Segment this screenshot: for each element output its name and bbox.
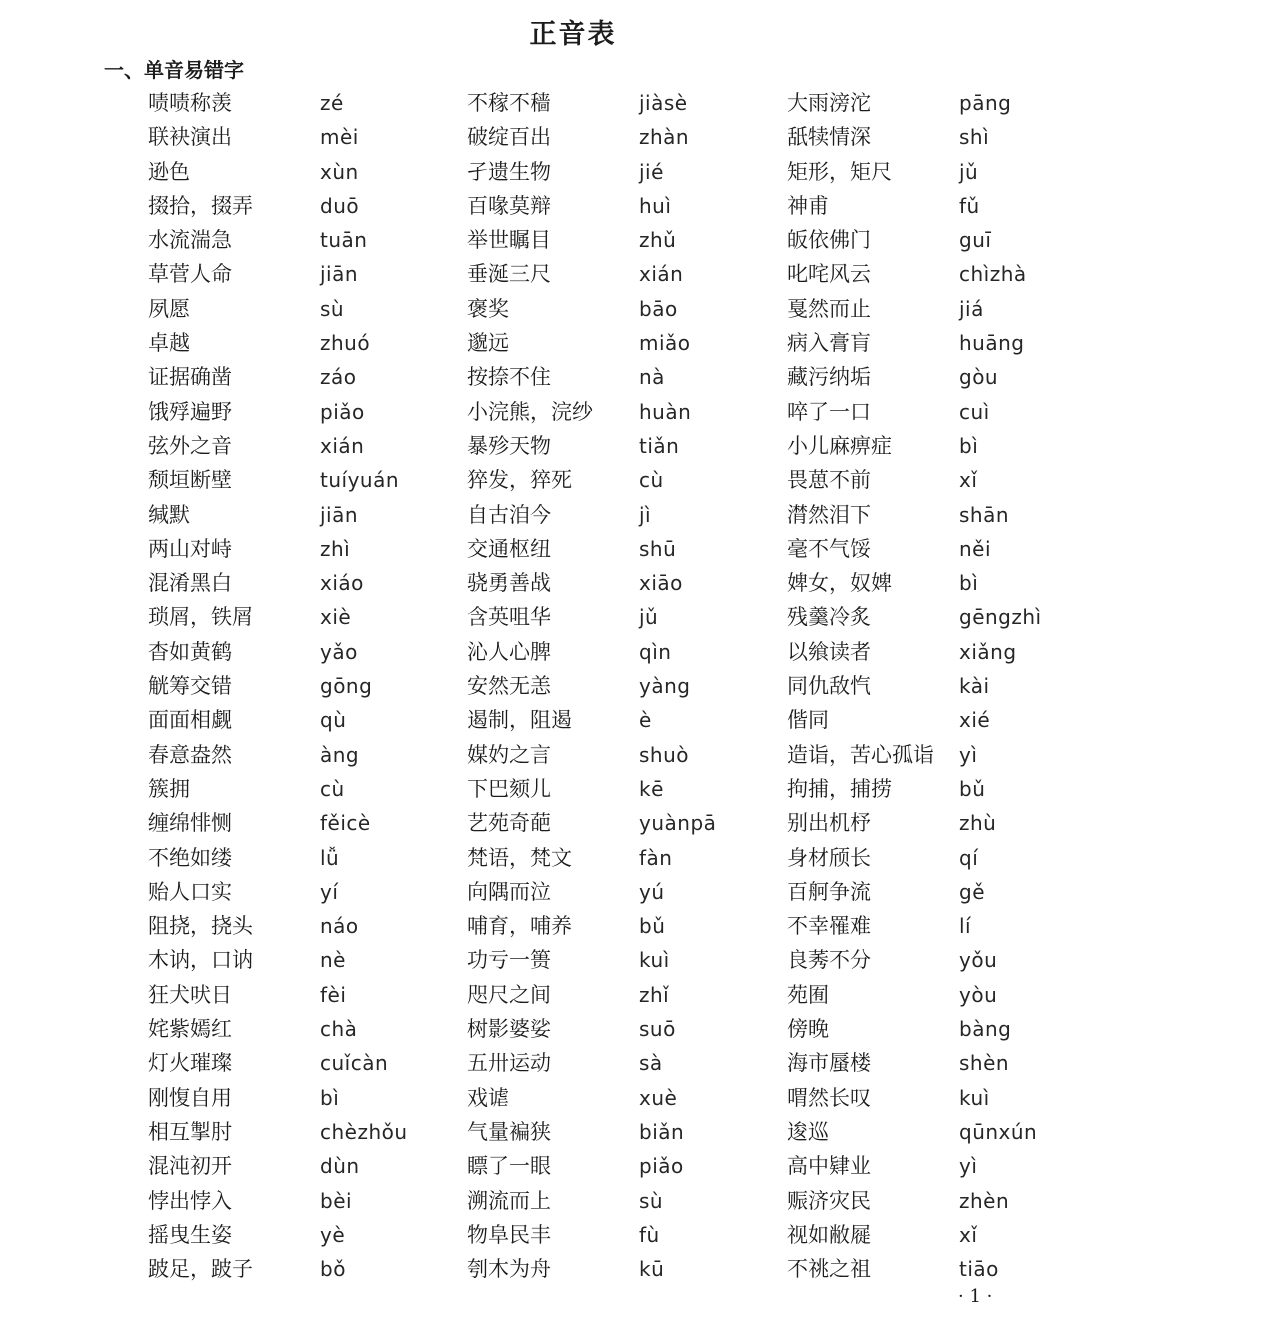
entry-pinyin: guī — [959, 228, 992, 253]
entry-pinyin: xùn — [320, 159, 359, 184]
entry-pinyin: piǎo — [639, 1154, 684, 1179]
entry-term: 琐屑，铁屑 — [148, 605, 253, 630]
entry-term: 拘捕，捕捞 — [787, 776, 892, 801]
entry-pinyin: jǔ — [639, 605, 659, 630]
entry-term: 不稼不穑 — [467, 91, 551, 115]
entry-pinyin: kài — [959, 674, 990, 699]
entry-pinyin: fàn — [639, 845, 673, 870]
entry-term: 身材颀长 — [787, 845, 871, 870]
entry-pinyin: àng — [320, 742, 360, 767]
entry-pinyin: yú — [639, 879, 665, 904]
entry-pinyin: qìn — [639, 639, 672, 664]
entry-pinyin: è — [639, 708, 652, 733]
entry-pinyin: tiāo — [959, 1257, 999, 1282]
entry-term: 潸然泪下 — [787, 502, 871, 527]
entry-pinyin: gě — [959, 879, 985, 904]
entry-pinyin: zhì — [320, 536, 351, 561]
entry-term: 百喙莫辩 — [467, 193, 551, 218]
entry-pinyin: pāng — [959, 91, 1012, 115]
entry-pinyin: zhèn — [959, 1188, 1010, 1213]
entry-pinyin: lǚ — [320, 845, 340, 870]
entry-term: 证据确凿 — [148, 365, 232, 390]
entry-pinyin: chìzhà — [959, 262, 1027, 287]
entry-term: 掇拾，掇弄 — [148, 193, 253, 218]
entry-term: 杳如黄鹤 — [148, 639, 232, 664]
entry-term: 藏污纳垢 — [787, 365, 871, 390]
entry-term: 功亏一篑 — [467, 948, 551, 973]
entry-term: 灯火璀璨 — [148, 1051, 232, 1076]
entry-pinyin: yí — [320, 879, 339, 904]
entry-pinyin: kuì — [959, 1085, 990, 1110]
entry-term: 五卅运动 — [467, 1051, 551, 1076]
entry-pinyin: lí — [959, 914, 972, 939]
entry-term: 病入膏肓 — [787, 331, 871, 356]
entry-term: 喟然长叹 — [787, 1085, 871, 1110]
entry-term: 不祧之祖 — [787, 1257, 871, 1282]
entry-pinyin: cuì — [959, 399, 990, 424]
entry-term: 不幸罹难 — [787, 914, 871, 939]
entry-term: 暴殄天物 — [467, 433, 551, 458]
entry-pinyin: nè — [320, 948, 346, 973]
entry-term: 刚愎自用 — [148, 1085, 232, 1110]
entry-term: 含英咀华 — [467, 605, 551, 630]
entry-pinyin: xǐ — [959, 1222, 978, 1247]
entry-pinyin: záo — [320, 365, 357, 390]
entry-term: 自古洎今 — [467, 502, 551, 527]
entry-pinyin: bǔ — [959, 776, 986, 801]
entry-term: 颓垣断壁 — [148, 468, 232, 493]
entry-pinyin: shuò — [639, 742, 690, 767]
entry-term: 两山对峙 — [148, 536, 232, 561]
entry-pinyin: sù — [320, 296, 345, 321]
entry-term: 傍晚 — [787, 1017, 829, 1042]
entry-term: 大雨滂沱 — [787, 91, 871, 115]
entry-term: 小儿麻痹症 — [787, 433, 892, 458]
entry-pinyin: jiān — [320, 262, 359, 287]
section-heading: 一、单音易错字 — [104, 58, 244, 82]
entry-pinyin: sù — [639, 1188, 664, 1213]
entry-term: 瞟了一眼 — [467, 1154, 551, 1179]
entry-pinyin: miǎo — [639, 331, 691, 356]
entry-term: 百舸争流 — [787, 879, 871, 904]
entry-term: 猝发，猝死 — [467, 468, 572, 493]
entry-term: 舐犊情深 — [787, 125, 871, 150]
entry-pinyin: mèi — [320, 125, 359, 150]
entry-term: 造诣，苦心孤诣 — [787, 742, 934, 767]
entry-term: 赈济灾民 — [787, 1188, 871, 1213]
entry-pinyin: bì — [320, 1085, 340, 1110]
entry-pinyin: fǔ — [959, 193, 980, 218]
entry-term: 偕同 — [787, 708, 829, 733]
entry-term: 良莠不分 — [787, 948, 871, 973]
entry-pinyin: huì — [639, 193, 672, 218]
entry-pinyin: gòu — [959, 365, 999, 390]
entry-pinyin: cù — [639, 468, 664, 493]
entry-term: 邈远 — [467, 331, 509, 356]
entry-pinyin: yì — [959, 742, 978, 767]
entry-pinyin: xián — [639, 262, 684, 287]
entry-pinyin: něi — [959, 536, 992, 561]
entry-pinyin: yàng — [639, 674, 691, 699]
entry-term: 咫尺之间 — [467, 982, 551, 1007]
entry-term: 矩形，矩尺 — [787, 159, 892, 184]
entry-pinyin: bǒ — [320, 1257, 346, 1282]
entry-term: 梵语，梵文 — [467, 845, 572, 870]
entry-pinyin: yǒu — [959, 948, 998, 973]
entry-term: 骁勇善战 — [467, 571, 551, 596]
entry-pinyin: qí — [959, 845, 979, 870]
entry-pinyin: chà — [320, 1017, 358, 1042]
entry-pinyin: sà — [639, 1051, 663, 1076]
entry-pinyin: xiè — [320, 605, 352, 630]
entry-pinyin: xiāo — [639, 571, 683, 596]
entry-pinyin: biǎn — [639, 1119, 685, 1144]
entry-pinyin: xiǎng — [959, 639, 1017, 664]
entry-pinyin: xuè — [639, 1085, 678, 1110]
entry-pinyin: fěicè — [320, 811, 371, 836]
entry-term: 残羹冷炙 — [787, 605, 871, 630]
entry-term: 饿殍遍野 — [148, 399, 232, 424]
entry-term: 逊色 — [148, 159, 190, 184]
entry-term: 交通枢纽 — [467, 536, 551, 561]
entry-term: 刳木为舟 — [467, 1257, 551, 1282]
entry-pinyin: nà — [639, 365, 665, 390]
entry-term: 混淆黑白 — [148, 571, 232, 596]
entry-pinyin: jiān — [320, 502, 359, 527]
entry-term: 戏谑 — [467, 1085, 509, 1110]
entry-term: 春意盎然 — [148, 742, 232, 767]
entry-term: 以飨读者 — [787, 639, 871, 664]
entry-term: 下巴颏儿 — [467, 776, 551, 801]
entry-term: 神甫 — [787, 193, 829, 218]
entry-term: 苑囿 — [787, 982, 829, 1007]
entry-term: 觥筹交错 — [148, 674, 232, 699]
entry-pinyin: zhù — [959, 811, 997, 836]
entry-pinyin: yòu — [959, 982, 998, 1007]
entry-term: 缠绵悱恻 — [148, 811, 232, 836]
entry-term: 高中肄业 — [787, 1154, 871, 1179]
entry-term: 向隅而泣 — [467, 879, 551, 904]
entry-pinyin: kuì — [639, 948, 670, 973]
entry-term: 遏制，阻遏 — [467, 708, 572, 733]
entry-pinyin: bǔ — [639, 914, 666, 939]
entry-term: 不绝如缕 — [148, 845, 232, 870]
entry-pinyin: bāo — [639, 296, 678, 321]
entry-pinyin: dùn — [320, 1154, 360, 1179]
entry-pinyin: jié — [639, 159, 664, 184]
entry-term: 卓越 — [148, 331, 190, 356]
entry-term: 相互掣肘 — [148, 1119, 232, 1144]
entry-term: 啧啧称羡 — [148, 91, 232, 115]
entry-pinyin: zhàn — [639, 125, 690, 150]
entry-pinyin: xiáo — [320, 571, 364, 596]
entry-pinyin: bì — [959, 433, 979, 458]
entry-term: 小浣熊，浣纱 — [467, 399, 593, 424]
entry-term: 海市蜃楼 — [787, 1051, 871, 1076]
entry-term: 气量褊狭 — [467, 1119, 551, 1144]
page-title: 正音表 — [529, 19, 617, 50]
entry-term: 缄默 — [148, 502, 190, 527]
entry-pinyin: zhuó — [320, 331, 371, 356]
entry-pinyin: jiàsè — [639, 91, 688, 115]
entry-pinyin: tuíyuán — [320, 468, 400, 493]
entry-pinyin: náo — [320, 914, 359, 939]
entry-term: 摇曳生姿 — [148, 1222, 232, 1247]
entry-term: 同仇敌忾 — [787, 674, 871, 699]
entry-pinyin: suō — [639, 1017, 676, 1042]
entry-term: 悖出悖入 — [148, 1188, 232, 1213]
entry-pinyin: yè — [320, 1222, 346, 1247]
entry-pinyin: chèzhǒu — [320, 1119, 408, 1144]
entry-term: 树影婆娑 — [467, 1017, 551, 1042]
entry-pinyin: kū — [639, 1257, 665, 1282]
entry-pinyin: jì — [639, 502, 652, 527]
entry-term: 逡巡 — [787, 1119, 829, 1144]
entry-pinyin: jǔ — [959, 159, 979, 184]
entry-term: 溯流而上 — [467, 1188, 551, 1213]
entry-term: 婢女，奴婢 — [787, 571, 892, 596]
entry-pinyin: shū — [639, 536, 677, 561]
entry-term: 狂犬吠日 — [148, 982, 232, 1007]
entry-term: 姹紫嫣红 — [148, 1017, 232, 1042]
entry-term: 贻人口实 — [148, 879, 232, 904]
entry-term: 混沌初开 — [148, 1154, 232, 1179]
entry-pinyin: huàn — [639, 399, 692, 424]
entry-pinyin: gēngzhì — [959, 605, 1042, 630]
entry-term: 媒妁之言 — [467, 742, 551, 767]
entry-term: 沁人心脾 — [467, 639, 551, 664]
entry-term: 皈依佛门 — [787, 228, 871, 253]
entry-pinyin: duō — [320, 193, 360, 218]
entry-term: 举世瞩目 — [467, 228, 551, 253]
entry-term: 木讷，口讷 — [148, 948, 253, 973]
entry-term: 艺苑奇葩 — [467, 811, 551, 836]
entry-pinyin: tuān — [320, 228, 368, 253]
entry-term: 孑遗生物 — [467, 159, 551, 184]
entry-pinyin: yì — [959, 1154, 978, 1179]
entry-pinyin: zé — [320, 91, 344, 115]
entry-term: 啐了一口 — [787, 399, 871, 424]
entry-pinyin: xǐ — [959, 468, 978, 493]
entry-term: 垂涎三尺 — [467, 262, 551, 287]
entry-term: 褒奖 — [467, 296, 509, 321]
entry-term: 安然无恙 — [467, 674, 551, 699]
entry-term: 破绽百出 — [467, 125, 551, 150]
entry-pinyin: shèn — [959, 1051, 1010, 1076]
entry-term: 联袂演出 — [148, 125, 232, 150]
entry-term: 哺育，哺养 — [467, 914, 572, 939]
entry-term: 簇拥 — [148, 776, 190, 801]
entry-term: 按捺不住 — [467, 365, 551, 390]
entry-term: 水流湍急 — [148, 228, 232, 253]
entry-pinyin: qūnxún — [959, 1119, 1038, 1144]
entry-pinyin: bèi — [320, 1188, 353, 1213]
entry-pinyin: fù — [639, 1222, 660, 1247]
entry-pinyin: kē — [639, 776, 664, 801]
entry-pinyin: jiá — [959, 296, 984, 321]
entry-pinyin: zhǐ — [639, 982, 670, 1007]
entry-term: 视如敝屣 — [787, 1222, 871, 1247]
entry-pinyin: bì — [959, 571, 979, 596]
entry-pinyin: shān — [959, 502, 1010, 527]
entry-pinyin: piǎo — [320, 399, 365, 424]
entry-term: 叱咤风云 — [787, 262, 871, 287]
entry-term: 毫不气馁 — [787, 536, 871, 561]
entry-pinyin: yǎo — [320, 639, 358, 664]
entry-pinyin: gōng — [320, 674, 373, 699]
entry-term: 面面相觑 — [148, 708, 232, 733]
entry-pinyin: qù — [320, 708, 347, 733]
entry-pinyin: shì — [959, 125, 990, 150]
entry-pinyin: huāng — [959, 331, 1025, 356]
entry-term: 阻挠，挠头 — [148, 914, 253, 939]
entry-pinyin: xié — [959, 708, 991, 733]
entry-pinyin: xián — [320, 433, 365, 458]
entry-term: 物阜民丰 — [467, 1222, 551, 1247]
entry-pinyin: cuǐcàn — [320, 1051, 389, 1076]
entry-term: 弦外之音 — [148, 433, 232, 458]
entry-term: 跛足，跛子 — [148, 1257, 253, 1282]
entry-pinyin: zhǔ — [639, 228, 677, 253]
entry-term: 夙愿 — [148, 296, 190, 321]
page-number: · 1 · — [958, 1286, 993, 1307]
entry-pinyin: cù — [320, 776, 345, 801]
entry-pinyin: yuànpā — [639, 811, 717, 836]
entry-term: 畏葸不前 — [787, 468, 871, 493]
entry-term: 戛然而止 — [787, 296, 871, 321]
entry-pinyin: bàng — [959, 1017, 1012, 1042]
entry-term: 草菅人命 — [148, 262, 232, 287]
entry-pinyin: tiǎn — [639, 433, 680, 458]
entry-term: 别出机杼 — [787, 811, 871, 836]
entry-pinyin: fèi — [320, 982, 347, 1007]
